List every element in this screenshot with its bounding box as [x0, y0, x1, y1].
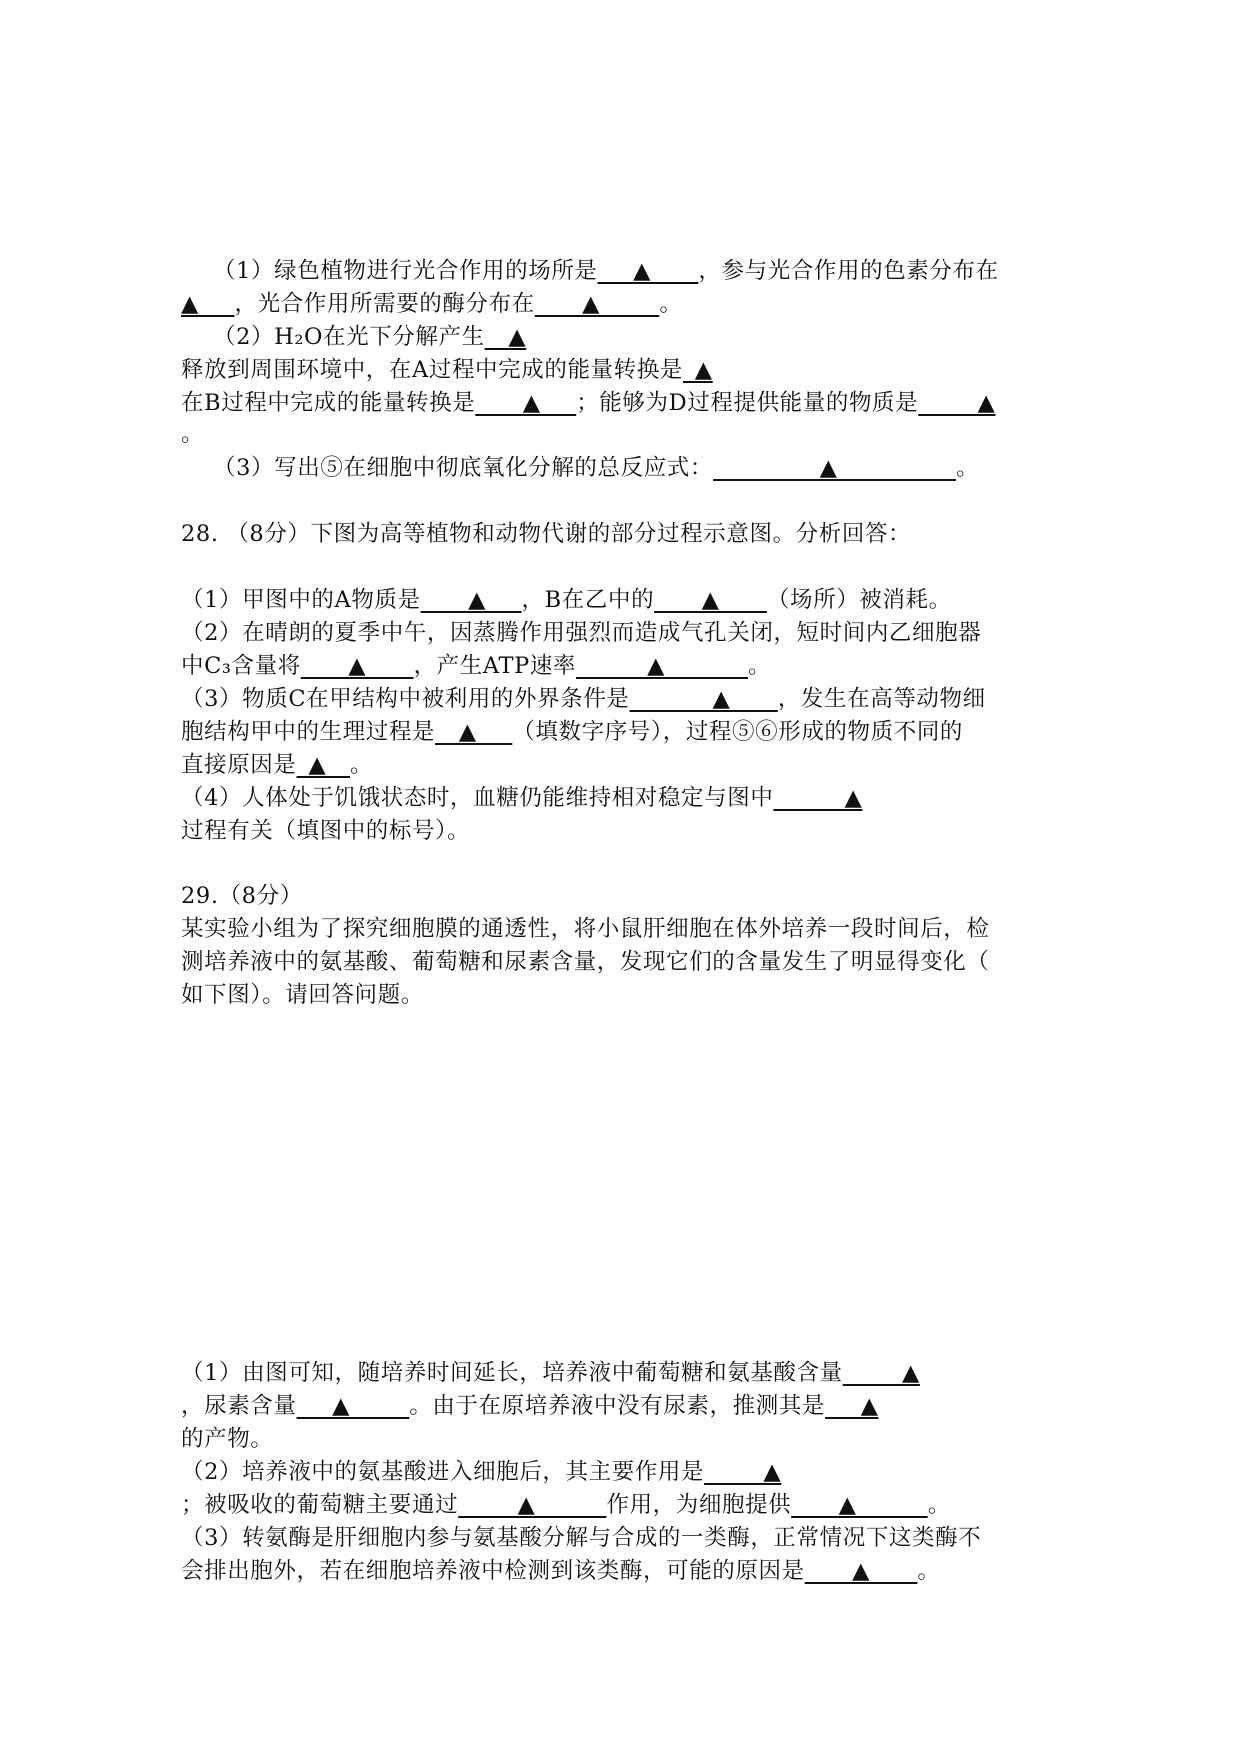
- q28-text: （2）在晴朗的夏季中午，因蒸腾作用强烈而造成气孔关闭，短时间内乙细胞器: [181, 620, 982, 646]
- q28-text: 过程有关（填图中的标号）。: [181, 818, 471, 844]
- q28-title: 28. （8分）下图为高等植物和动物代谢的部分过程示意图。分析回答：: [181, 521, 912, 547]
- q29-text: 会排出胞外，若在细胞培养液中检测到该类酶，可能的原因是: [181, 1558, 805, 1584]
- q27-line-5: [181, 387, 1061, 419]
- q29-line-5: [181, 1489, 1061, 1521]
- q29-line-7: [181, 1555, 1061, 1587]
- q29-text: 。: [927, 1492, 951, 1518]
- q28-text: 直接原因是: [181, 752, 297, 778]
- answer-blank[interactable]: ____▲___: [475, 390, 577, 416]
- answer-blank[interactable]: _▲: [682, 357, 713, 383]
- answer-blank[interactable]: __▲: [484, 324, 527, 350]
- answer-blank[interactable]: _______▲____: [629, 686, 778, 712]
- answer-blank[interactable]: ____▲____: [804, 1558, 918, 1584]
- q27-text: ，光合作用所需要的酶分布在: [234, 291, 535, 317]
- answer-blank[interactable]: _____▲______: [458, 1492, 607, 1518]
- q28-text: （1）甲图中的A物质是: [181, 587, 421, 613]
- q27-line-1: [213, 255, 1093, 287]
- q27-text: ，参与光合作用的色素分布在: [698, 258, 999, 284]
- q29-text: 某实验小组为了探究细胞膜的通透性，将小鼠肝细胞在体外培养一段时间后，检: [181, 916, 990, 942]
- answer-blank[interactable]: ___▲: [825, 1393, 879, 1419]
- q29-text: ；被吸收的葡萄糖主要通过: [181, 1492, 459, 1518]
- q29-line-2: [181, 1390, 1061, 1422]
- q29-para-2: [181, 946, 1061, 978]
- figure-placeholder: [181, 1005, 1061, 1345]
- q29-para-1: [181, 913, 1061, 945]
- q29-text: （2）培养液中的氨基酸进入细胞后，其主要作用是: [181, 1459, 705, 1485]
- q28-text: （场所）被消耗。: [766, 587, 952, 613]
- q28-line-2: [181, 617, 1061, 649]
- q29-text: 。: [917, 1558, 941, 1584]
- q29-title: 29.（8分）: [181, 883, 303, 909]
- answer-blank[interactable]: ____▲______: [791, 1492, 928, 1518]
- answer-blank[interactable]: ____▲_____: [534, 291, 660, 317]
- q28-line-5: [181, 716, 1061, 748]
- answer-blank[interactable]: ___▲_____: [296, 1393, 410, 1419]
- answer-blank[interactable]: _____▲: [704, 1459, 782, 1485]
- q28-line-1: [181, 584, 1061, 616]
- q29-line-6: [181, 1522, 1061, 1554]
- q28-text: （3）物质C在甲结构中被利用的外界条件是: [181, 686, 630, 712]
- q29-line-3: [181, 1423, 1061, 1455]
- answer-blank[interactable]: __▲___: [435, 719, 513, 745]
- q27-text: 在B过程中完成的能量转换是: [181, 390, 476, 416]
- q27-line-7: [213, 452, 1093, 484]
- q27-line-2: [181, 288, 1061, 320]
- q29-text: 作用，为细胞提供: [606, 1492, 792, 1518]
- q27-text: 。: [181, 421, 205, 447]
- answer-blank[interactable]: ___▲____: [597, 258, 699, 284]
- q29-text: （1）由图可知，随培养时间延长，培养液中葡萄糖和氨基酸含量: [181, 1360, 843, 1386]
- answer-blank[interactable]: _________▲__________: [713, 455, 957, 481]
- q27-line-4: [181, 354, 1061, 386]
- q27-text: 。: [659, 291, 683, 317]
- q29-text: 测培养液中的氨基酸、葡萄糖和尿素含量，发现它们的含量发生了明显得变化（: [181, 949, 990, 975]
- q28-text: 。: [748, 653, 772, 679]
- answer-blank[interactable]: ____▲___: [420, 587, 522, 613]
- q28-line-4: [181, 683, 1061, 715]
- q29-line-4: [181, 1456, 1061, 1488]
- q27-text: （1）绿色植物进行光合作用的场所是: [213, 258, 598, 284]
- q28-heading: [181, 518, 1061, 550]
- q28-text: 胞结构甲中的生理过程是: [181, 719, 436, 745]
- q27-text: ；能够为D过程提供能量的物质是: [576, 390, 919, 416]
- q27-text: 。: [956, 455, 980, 481]
- q28-text: 中C₃含量将: [181, 653, 301, 679]
- q28-line-6: [181, 749, 1061, 781]
- q28-text: ，B在乙中的: [521, 587, 655, 613]
- q29-heading: [181, 880, 1061, 912]
- q27-text: （3）写出⑤在细胞中彻底氧化分解的总反应式：: [213, 455, 714, 481]
- q28-text: （4）人体处于饥饿状态时，血糖仍能维持相对稳定与图中: [181, 785, 774, 811]
- answer-blank[interactable]: ____▲____: [654, 587, 767, 613]
- q28-text: ，发生在高等动物细: [777, 686, 986, 712]
- q28-line-8: [181, 815, 1061, 847]
- q27-text: （2）H₂O在光下分解产生: [213, 324, 485, 350]
- q28-text: 。: [349, 752, 374, 778]
- answer-blank[interactable]: _____▲: [842, 1360, 920, 1386]
- q27-line-6: [181, 418, 1061, 450]
- q28-text: （填数字序号），过程⑤⑥形成的物质不同的: [512, 719, 964, 745]
- q27-line-3: [213, 321, 1093, 353]
- q28-line-7: [181, 782, 1061, 814]
- q29-text: 。由于在原培养液中没有尿素，推测其是: [409, 1393, 826, 1419]
- q29-text: （3）转氨酶是肝细胞内参与氨基酸分解与合成的一类酶，正常情况下这类酶不: [181, 1525, 982, 1551]
- answer-blank[interactable]: ______▲: [773, 785, 863, 811]
- q29-line-1: [181, 1357, 1061, 1389]
- answer-blank[interactable]: ▲___: [181, 291, 235, 317]
- answer-blank[interactable]: ____▲____: [300, 653, 414, 679]
- q29-text: ，尿素含量: [181, 1393, 297, 1419]
- q27-text: 释放到周围环境中，在A过程中完成的能量转换是: [181, 357, 683, 383]
- answer-blank[interactable]: ______▲_______: [576, 653, 748, 679]
- q29-text: 的产物。: [181, 1426, 274, 1452]
- answer-blank[interactable]: _____▲: [918, 390, 996, 416]
- q28-line-3: [181, 650, 1061, 682]
- q29-text: 如下图）。请回答问题。: [181, 982, 424, 1008]
- q28-text: ，产生ATP速率: [413, 653, 577, 679]
- answer-blank[interactable]: _▲__: [296, 752, 350, 778]
